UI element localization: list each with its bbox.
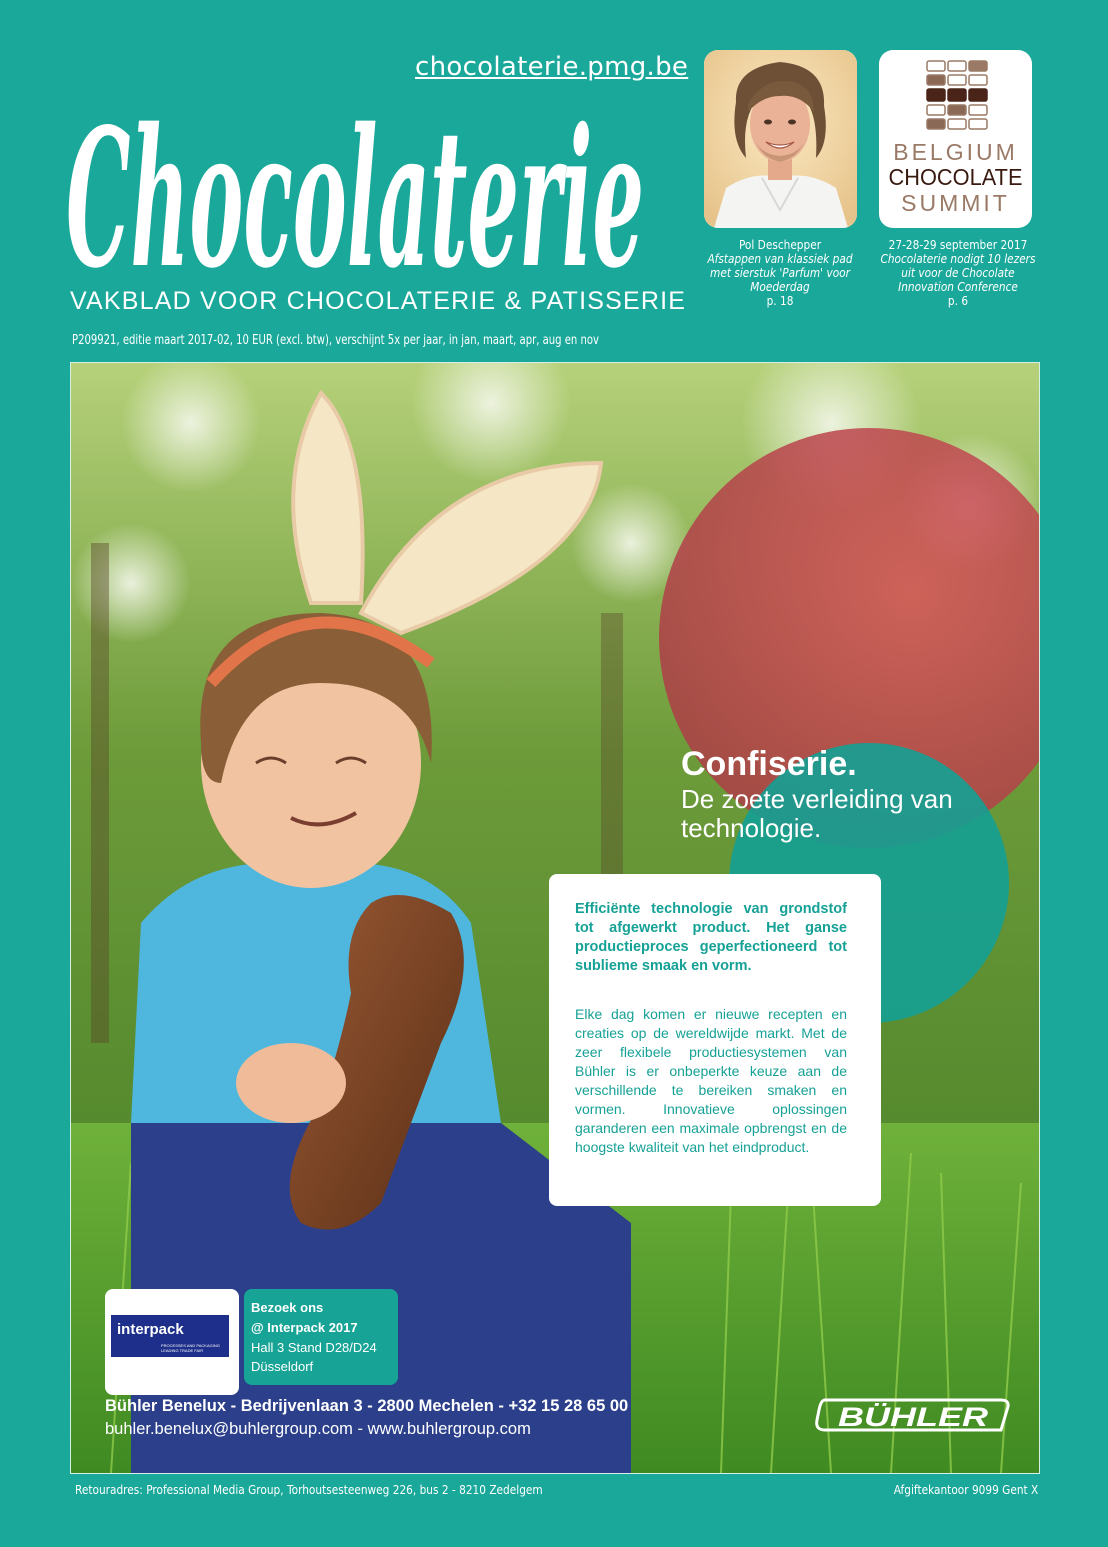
teaser-summit-date: 27-28-29 september 2017 [888,238,1028,252]
teaser-portrait-line: met sierstuk 'Parfum' voor [710,266,850,280]
teaser-summit-page: p. 6 [947,294,969,308]
masthead-logo [64,55,664,290]
visit-line: Düsseldorf [251,1359,314,1374]
teaser-summit-line: Innovation Conference [898,280,1018,294]
interpack-badge [111,1315,229,1357]
ad-headline: Confiserie. [681,745,857,783]
interpack-visit-box [244,1289,398,1385]
summit-logo-line2: CHOCOLATE [888,164,1023,190]
visit-line: Hall 3 Stand D28/D24 [251,1340,377,1355]
site-url-link[interactable]: chocolaterie.pmg.be [415,52,689,82]
ad-address: Bühler Benelux - Bedrijvenlaan 3 - 2800 Mechelen - +32 15 28 65 00 [105,1397,629,1415]
buhler-wordmark: BÜHLER [838,1402,989,1432]
teaser-summit[interactable] [879,50,1032,228]
interpack-logo[interactable] [105,1289,239,1395]
visit-line: Bezoek ons [251,1300,324,1315]
ad-contact-links[interactable]: buhler.benelux@buhlergroup.com - www.buhlergroup.com [105,1420,531,1438]
ad-text-card [549,874,881,1206]
ad-lead-text: Efficiënte technologie van grondstof tot afgewerkt product. Het ganse productieproces geperfectioneerd tot sublieme smaak en vorm. [575,901,847,974]
cover-advertisement [70,362,1040,1474]
return-address: Retouradres: Professional Media Group, Torhoutsesteenweg 226, bus 2 - 8210 Zedelgem [75,1483,543,1497]
chef-portrait-image [704,50,857,228]
visit-line: @ Interpack 2017 [251,1320,358,1335]
interpack-wordmark: interpack [117,1321,184,1338]
teaser-portrait[interactable] [704,50,857,228]
interpack-subtitle: PROCESSES AND PACKAGING LEADING TRADE FAIR [161,1343,220,1353]
ad-body-text: Elke dag komen er nieuwe recepten en creaties op de wereldwijde markt. Met de zeer flexibele productiesystemen van Bühler is er onbeperkte keuze aan de verschillende te bereiken smaken en vormen. Innovatieve oplossingen garanderen een maximale opbrengst en de hoogste kwaliteit van het eindproduct. [575,1006,847,1155]
teaser-portrait-line: Afstappen van klassiek pad [707,252,853,266]
chocolate-summit-logo [879,50,1032,228]
summit-logo-line3: SUMMIT [901,190,1010,216]
ad-subline: De zoete verleiding van technologie. [681,784,953,843]
teaser-summit-line: Chocolaterie nodigt 10 lezers [880,252,1036,266]
masthead-tagline: VAKBLAD VOOR CHOCOLATERIE & PATISSERIE [70,287,687,315]
teaser-portrait-line: Moederdag [750,280,810,294]
chocolate-grid-icon [927,61,987,129]
summit-logo-line1: BELGIUM [893,139,1018,165]
buhler-logo [815,1396,1011,1434]
masthead-title: Chocolaterie [66,87,644,290]
teaser-portrait-caption [704,238,855,308]
teaser-summit-line: uit voor de Chocolate [901,266,1015,280]
teaser-summit-caption [879,238,1037,308]
teaser-portrait-page: p. 18 [766,294,794,308]
postal-office: Afgiftekantoor 9099 Gent X [893,1483,1038,1497]
issue-info: P209921, editie maart 2017-02, 10 EUR (excl. btw), verschijnt 5x per jaar, in jan, maart, apr, aug en nov [72,333,599,348]
teaser-portrait-name: Pol Deschepper [738,238,822,252]
